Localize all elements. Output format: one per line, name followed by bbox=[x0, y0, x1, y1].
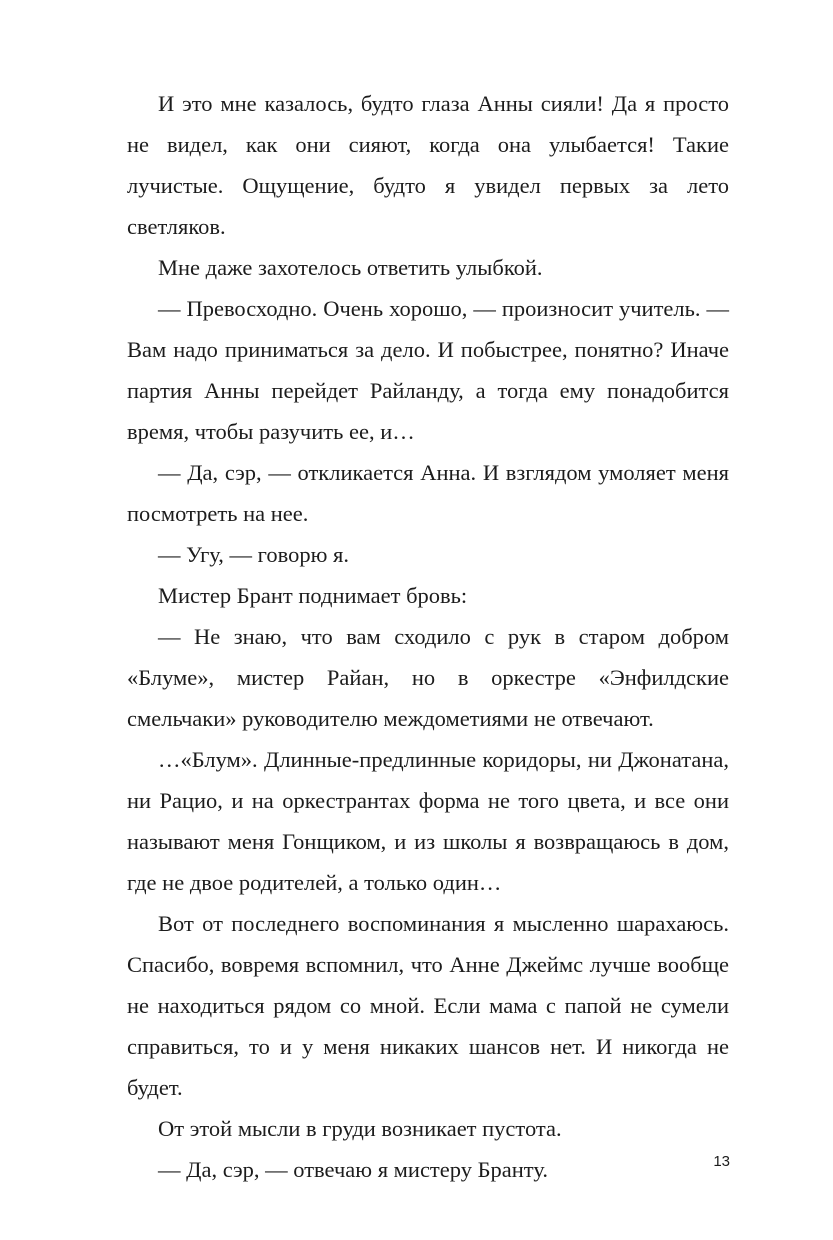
paragraph: Мне даже захотелось ответить улыбкой. bbox=[158, 255, 543, 280]
body-text bbox=[127, 83, 729, 1190]
paragraph: — Превосходно. Очень хорошо, — произносит учитель. — Вам надо приниматься за дело. И побыстрее, понятно? Иначе партия Анны перейдет Райланду, а тогда ему понадобится время, чтобы разучить ее, и… bbox=[127, 296, 729, 444]
paragraph: Мистер Брант поднимает бровь: bbox=[158, 583, 468, 608]
paragraph: — Да, сэр, — отвечаю я мистеру Бранту. bbox=[158, 1157, 548, 1182]
paragraph: И это мне казалось, будто глаза Анны сияли! Да я просто не видел, как они сияют, когда она улыбается! Такие лучистые. Ощущение, будто я увидел первых за лето светляков. bbox=[127, 91, 729, 239]
paragraph: — Не знаю, что вам сходило с рук в старом добром «Блуме», мистер Райан, но в оркестре «Энфилдские смельчаки» руководителю междометиями не отвечают. bbox=[127, 624, 729, 731]
paragraph: …«Блум». Длинные-предлинные коридоры, ни Джонатана, ни Рацио, и на оркестрантах форма не того цвета, и все они называют меня Гонщиком, и из школы я возвращаюсь в дом, где не двое родителей, а только один… bbox=[127, 747, 729, 895]
page-number: 13 bbox=[713, 1153, 730, 1170]
paragraph: — Угу, — говорю я. bbox=[158, 542, 349, 567]
paragraph: — Да, сэр, — откликается Анна. И взглядом умоляет меня посмотреть на нее. bbox=[127, 460, 729, 526]
paragraph: Вот от последнего воспоминания я мысленно шарахаюсь. Спасибо, вовремя вспомнил, что Анне Джеймс лучше вообще не находиться рядом со мной. Если мама с папой не сумели справиться, то и у меня никаких шансов нет. И никогда не будет. bbox=[127, 911, 729, 1100]
paragraph: От этой мысли в груди возникает пустота. bbox=[158, 1116, 562, 1141]
